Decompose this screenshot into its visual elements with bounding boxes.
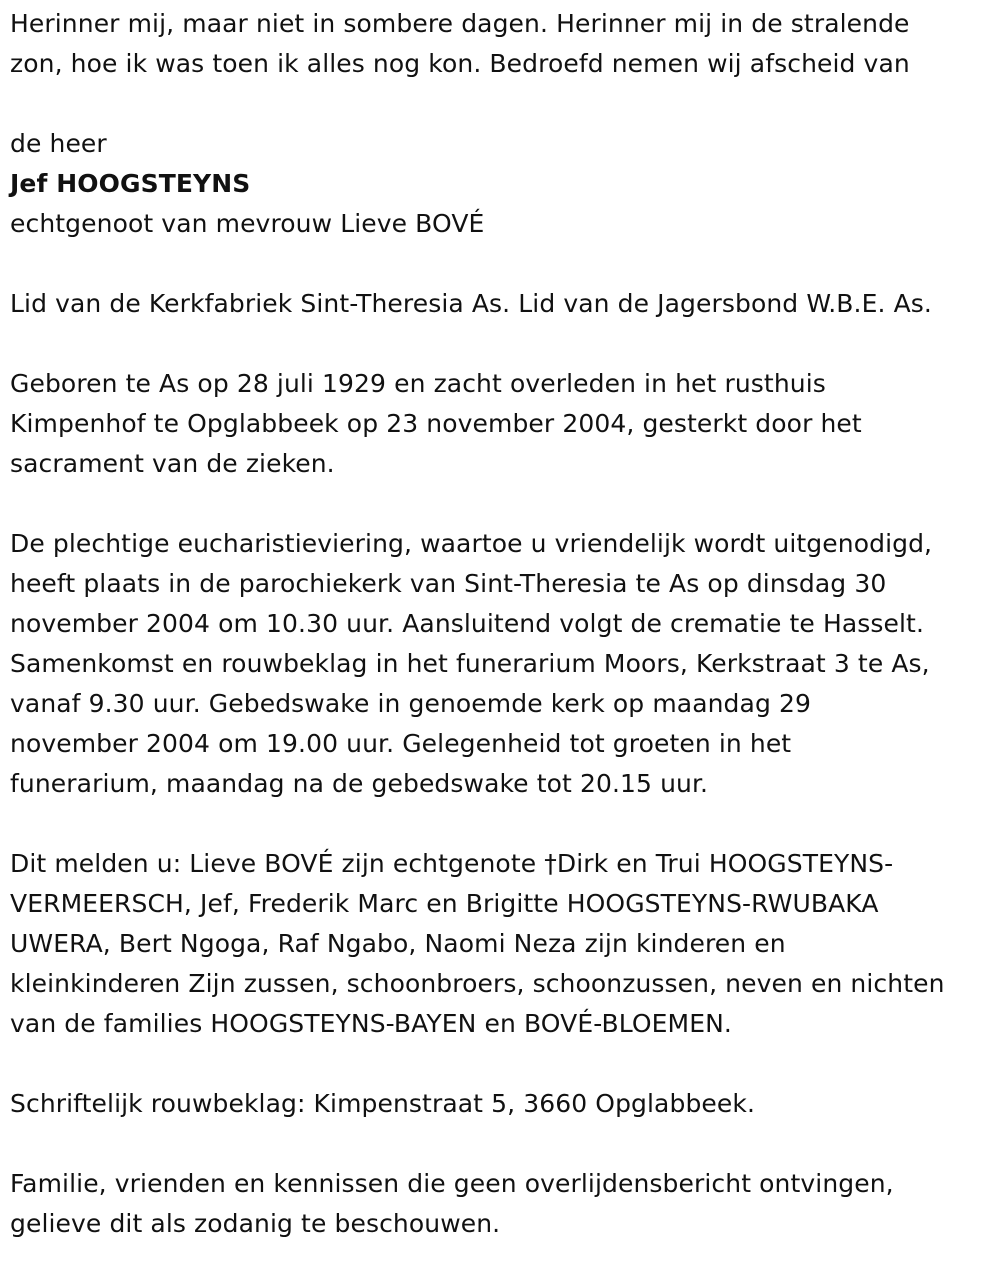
spacer [10, 484, 995, 524]
family-paragraph: Dit melden u: Lieve BOVÉ zijn echtgenote †Dirk en Trui HOOGSTEYNS- VERMEERSCH, Jef, Frederik Marc en Brigitte HOOGSTEYNS-RWUBAKA UWERA, Bert Ngoga, Raf Ngabo, Naomi Neza zijn kinderen en kleinkinderen Zijn zussen, schoonbroers, schoonzussen, neven en nichten van de families HOOGSTEYNS-BAYEN en BOVÉ-BLOEMEN. [10, 849, 945, 1038]
spacer [10, 244, 995, 284]
spacer [10, 804, 995, 844]
memberships: Lid van de Kerkfabriek Sint-Theresia As. Lid van de Jagersbond W.B.E. As. [10, 289, 932, 318]
spacer [10, 1044, 995, 1084]
spacer [10, 1124, 995, 1164]
ceremony-paragraph: De plechtige eucharistieviering, waartoe u vriendelijk wordt uitgenodigd, heeft plaats in de parochiekerk van Sint-Theresia te As op dinsdag 30 november 2004 om 10.30 uur. Aansluitend volgt de crematie te Hasselt. Samenkomst en rouwbeklag in het funerarium Moors, Kerkstraat 3 te As, vanaf 9.30 uur. Gebedswake in genoemde kerk op maandag 29 november 2004 om 19.00 uur. Gelegenheid tot groeten in het funerarium, maandag na de gebedswake tot 20.15 uur. [10, 529, 933, 798]
birth-death-paragraph: Geboren te As op 28 juli 1929 en zacht overleden in het rusthuis Kimpenhof te Opglabbeek op 23 november 2004, gesterkt door het sacrament van de zieken. [10, 369, 862, 478]
spouse-line: echtgenoot van mevrouw Lieve BOVÉ [10, 209, 485, 238]
death-notice [10, 4, 995, 1244]
salutation: de heer [10, 129, 107, 158]
condolence-address: Schriftelijk rouwbeklag: Kimpenstraat 5, 3660 Opglabbeek. [10, 1089, 755, 1118]
intro-verse: Herinner mij, maar niet in sombere dagen. Herinner mij in de stralende zon, hoe ik was toen ik alles nog kon. Bedroefd nemen wij afscheid van [10, 9, 910, 78]
spacer [10, 84, 995, 124]
closing-paragraph: Familie, vrienden en kennissen die geen overlijdensbericht ontvingen, gelieve dit als zodanig te beschouwen. [10, 1169, 894, 1238]
spacer [10, 324, 995, 364]
deceased-name: Jef HOOGSTEYNS [10, 169, 251, 198]
